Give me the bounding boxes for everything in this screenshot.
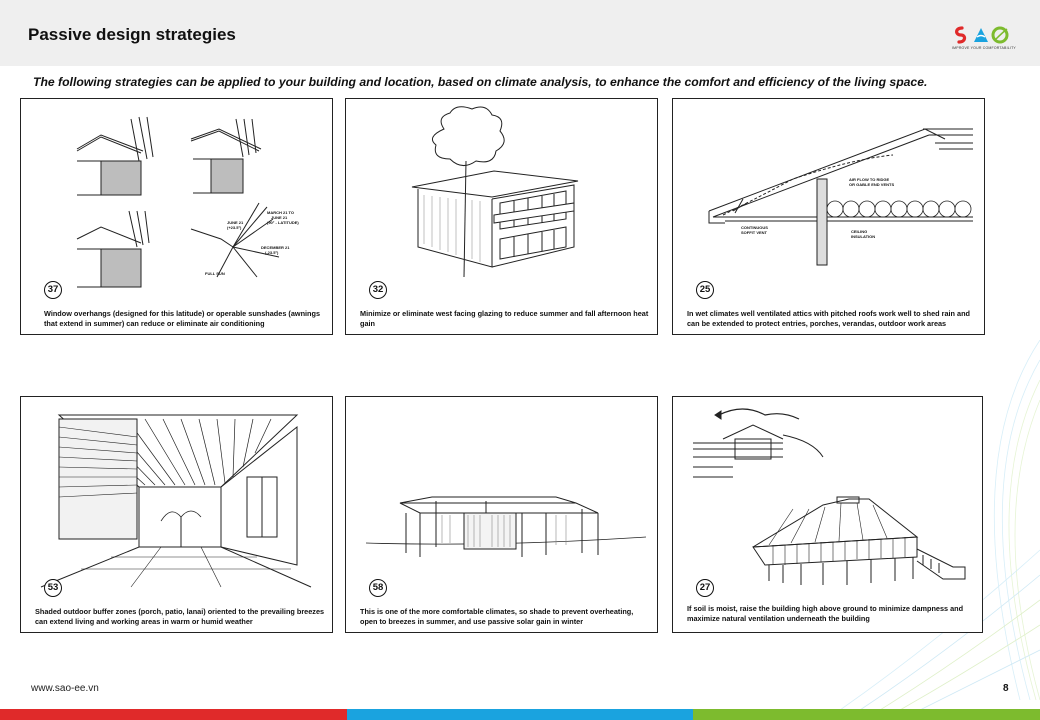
strategy-card-58 bbox=[345, 396, 658, 633]
soffit-label-2: SOFFIT VENT bbox=[741, 230, 767, 235]
strategy-card-25 bbox=[672, 98, 985, 335]
insulation-label: INSULATION bbox=[851, 234, 876, 239]
strategy-number-badge: 53 bbox=[44, 579, 62, 597]
ceiling-label: CEILING bbox=[851, 229, 868, 234]
air-flow-label: AIR FLOW TO RIDGE bbox=[849, 177, 890, 182]
strategy-number-badge: 25 bbox=[696, 281, 714, 299]
soffit-label: CONTINUOUS bbox=[741, 225, 768, 230]
footer-website[interactable]: www.sao-ee.vn bbox=[31, 683, 99, 694]
march-label-2: JUNE 21 bbox=[271, 215, 288, 220]
footer-bar-blue bbox=[347, 709, 693, 720]
full-sun-label: FULL SUN bbox=[205, 271, 225, 276]
raised-building-illustration bbox=[673, 397, 982, 632]
logo-tagline: IMPROVE YOUR COMFORTABILITY bbox=[952, 46, 1016, 50]
air-flow-label-2: OR GABLE END VENTS bbox=[849, 182, 895, 187]
west-glazing-illustration bbox=[346, 99, 657, 334]
strategy-caption: This is one of the more comfortable climates, so shade to prevent overheating, open to breezes in summer, and use passive solar gain in winter bbox=[360, 607, 634, 626]
strategy-card-53 bbox=[20, 396, 333, 633]
june-label: JUNE 21 bbox=[227, 220, 244, 225]
footer-bar-red bbox=[0, 709, 347, 720]
strategy-caption: Window overhangs (designed for this latitude) or operable sunshades (awnings that extend in summer) can reduce or eliminate air conditioning bbox=[44, 309, 321, 328]
page-number: 8 bbox=[1003, 683, 1009, 694]
december-degree: (-23.5°) bbox=[265, 250, 279, 255]
intro-text: The following strategies can be applied to your building and location, based on climate analysis, to enhance the comfort and efficiency of the living space. bbox=[33, 75, 928, 89]
strategy-number-badge: 27 bbox=[696, 579, 714, 597]
strategy-number-badge: 37 bbox=[44, 281, 62, 299]
strategy-caption: If soil is moist, raise the building high above ground to minimize dampness and maximize natural ventilation underneath the building bbox=[687, 604, 964, 623]
march-label-3: (90° - LATITUDE) bbox=[267, 220, 299, 225]
logo-icon bbox=[952, 24, 1018, 46]
strategy-number-badge: 32 bbox=[369, 281, 387, 299]
march-label: MARCH 21 TO bbox=[267, 210, 295, 215]
pergola-illustration bbox=[346, 397, 657, 632]
footer-bar-green bbox=[693, 709, 1040, 720]
june-degree: (+23.5°) bbox=[227, 225, 242, 230]
strategy-caption: In wet climates well ventilated attics with pitched roofs work well to shed rain and can be extended to protect entries, porches, verandas, outdoor work areas bbox=[687, 309, 971, 328]
ventilated-attic-illustration bbox=[673, 99, 984, 334]
window-overhang-illustration bbox=[21, 99, 332, 334]
shaded-porch-illustration bbox=[21, 397, 332, 632]
header-band bbox=[0, 0, 1040, 66]
page-title: Passive design strategies bbox=[28, 25, 236, 44]
strategy-caption: Shaded outdoor buffer zones (porch, patio, lanai) oriented to the prevailing breezes can extend living and working areas in warm or humid weather bbox=[35, 607, 325, 626]
strategy-card-27 bbox=[672, 396, 983, 633]
strategy-caption: Minimize or eliminate west facing glazing to reduce summer and fall afternoon heat gain bbox=[360, 309, 649, 328]
strategy-card-37 bbox=[20, 98, 333, 335]
december-label: DECEMBER 21 bbox=[261, 245, 290, 250]
strategy-number-badge: 58 bbox=[369, 579, 387, 597]
strategy-card-32 bbox=[345, 98, 658, 335]
sao-logo bbox=[952, 24, 1018, 54]
